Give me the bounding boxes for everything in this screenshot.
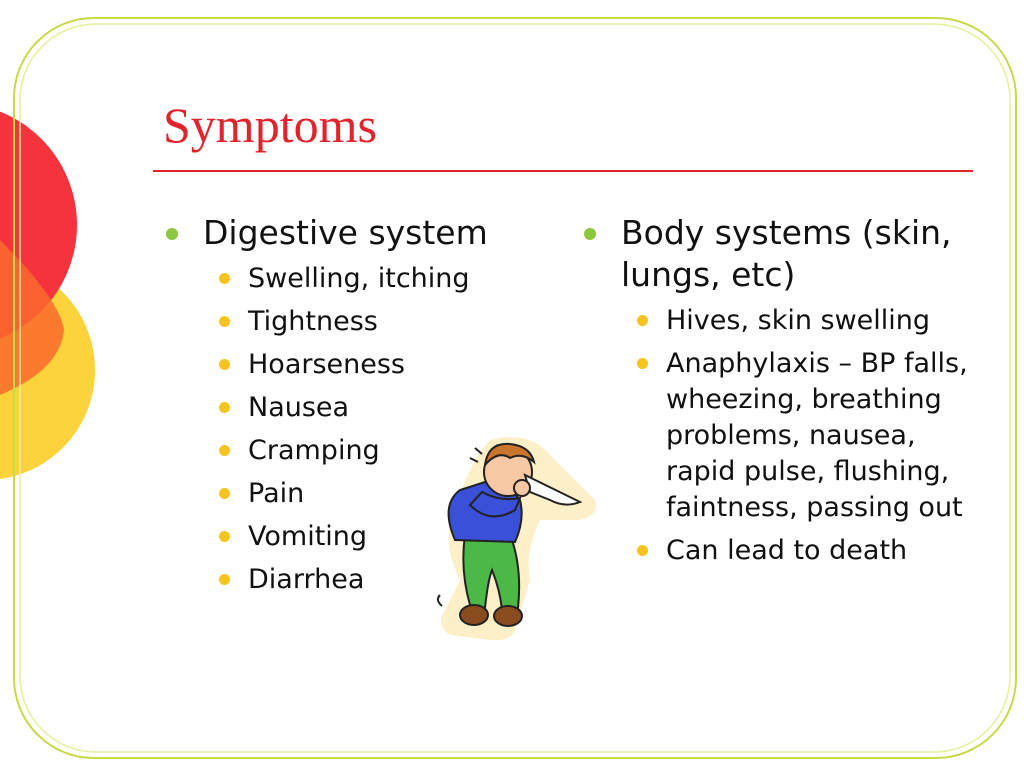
list-item: Can lead to death: [583, 533, 973, 569]
green-bullet-icon: [166, 228, 178, 240]
title-underline: [153, 170, 973, 172]
list-item: Cramping: [165, 433, 525, 469]
list-item: Tightness: [165, 304, 525, 340]
right-heading: Body systems (skin, lungs, etc): [621, 213, 952, 294]
list-item: Vomiting: [165, 519, 525, 555]
right-sublist: [583, 303, 973, 569]
list-item: Anaphylaxis – BP falls, wheezing, breathing problems, nausea, rapid pulse, flushing, faintness, passing out: [583, 346, 973, 526]
sneezing-boy-clipart: [430, 430, 600, 645]
yellow-bullet-icon: [219, 273, 230, 284]
list-item: Nausea: [165, 390, 525, 426]
slide-title: Symptoms: [163, 97, 377, 153]
yellow-bullet-icon: [219, 531, 230, 542]
yellow-bullet-icon: [637, 545, 648, 556]
left-heading-item: [165, 212, 525, 254]
list-item: Pain: [165, 476, 525, 512]
clipart-shoe-left: [460, 605, 488, 625]
yellow-bullet-icon: [219, 445, 230, 456]
yellow-bullet-icon: [637, 358, 648, 369]
list-item: Hoarseness: [165, 347, 525, 383]
yellow-bullet-icon: [219, 574, 230, 585]
list-item: Hives, skin swelling: [583, 303, 973, 339]
yellow-bullet-icon: [219, 359, 230, 370]
yellow-bullet-icon: [219, 488, 230, 499]
left-heading: Digestive system: [203, 213, 488, 252]
yellow-bullet-icon: [219, 316, 230, 327]
green-bullet-icon: [584, 228, 596, 240]
right-column: [583, 212, 973, 569]
yellow-bullet-icon: [637, 315, 648, 326]
list-item: Diarrhea: [165, 562, 525, 598]
right-heading-item: [583, 212, 973, 296]
clipart-shoe-right: [494, 606, 522, 626]
clipart-hand: [514, 480, 530, 496]
list-item: Swelling, itching: [165, 261, 525, 297]
yellow-bullet-icon: [219, 402, 230, 413]
